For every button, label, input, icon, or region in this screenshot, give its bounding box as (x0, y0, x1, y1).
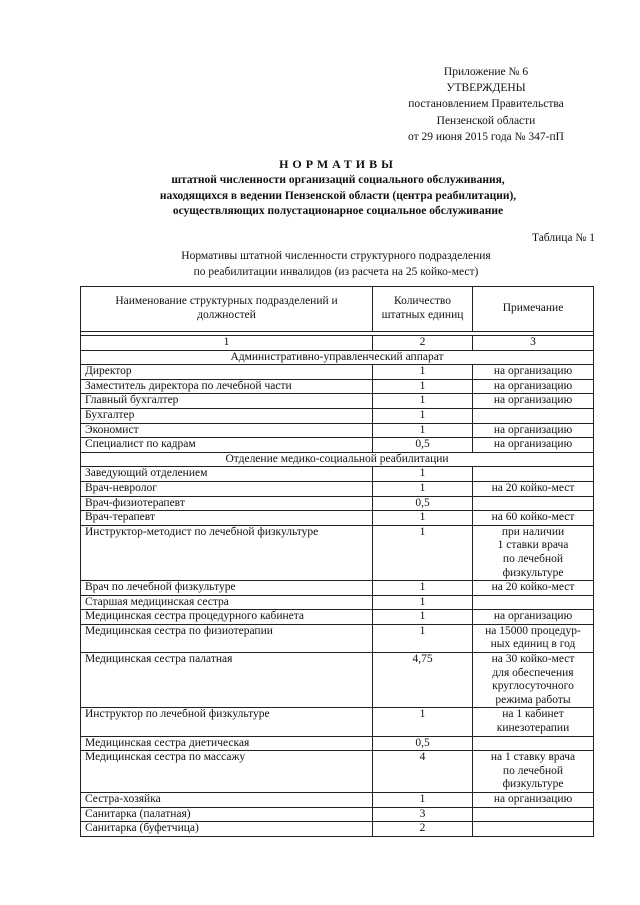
quantity-cell: 1 (373, 379, 473, 394)
section-title: Административно-управленческий аппарат (81, 350, 594, 365)
position-cell: Старшая медицинская сестра (81, 595, 373, 610)
table-body (81, 332, 594, 837)
note-cell (473, 807, 594, 822)
approval-region: Пензенской области (436, 114, 536, 127)
table-heading-line: Нормативы штатной численности структурного подразделения (181, 250, 491, 262)
position-cell: Заведующий отделением (81, 467, 373, 482)
position-cell: Врач-терапевт (81, 511, 373, 526)
table-row (81, 624, 594, 652)
note-cell: на организацию (473, 394, 594, 409)
table-row (81, 423, 594, 438)
column-numbers-row (81, 336, 594, 351)
section-row (81, 350, 594, 365)
approved-label: УТВЕРЖДЕНЫ (446, 82, 526, 95)
note-cell: на 1 кабинет кинезотерапии (473, 708, 594, 736)
approval-date: от 29 июня 2015 года № 347-пП (408, 130, 564, 143)
position-cell: Инструктор по лечебной физкультуре (81, 708, 373, 736)
position-cell: Медицинская сестра диетическая (81, 736, 373, 751)
note-cell: на организацию (473, 379, 594, 394)
quantity-cell: 1 (373, 595, 473, 610)
note-cell: на организацию (473, 793, 594, 808)
position-cell: Санитарка (палатная) (81, 807, 373, 822)
header-position: Наименование структурных подразделений и должностей (81, 287, 373, 332)
quantity-cell: 1 (373, 408, 473, 423)
quantity-cell: 3 (373, 807, 473, 822)
note-cell: на организацию (473, 365, 594, 380)
position-cell: Медицинская сестра по физиотерапии (81, 624, 373, 652)
quantity-cell: 0,5 (373, 496, 473, 511)
table-row (81, 807, 594, 822)
position-cell: Врач-физиотерапевт (81, 496, 373, 511)
position-cell: Специалист по кадрам (81, 438, 373, 453)
approval-authority: постановлением Правительства (408, 98, 564, 111)
quantity-cell: 1 (373, 511, 473, 526)
table-row (81, 496, 594, 511)
table-row (81, 708, 594, 736)
note-cell: на 30 койко-мест для обеспечения круглосуточного режима работы (473, 653, 594, 708)
subtitle-line: штатной численности организаций социального обслуживания, (171, 174, 505, 186)
staffing-table (80, 286, 594, 837)
table-row (81, 365, 594, 380)
position-cell: Врач-невролог (81, 481, 373, 496)
table-row (81, 581, 594, 596)
position-cell: Бухгалтер (81, 408, 373, 423)
quantity-cell: 1 (373, 525, 473, 580)
position-cell: Заместитель директора по лечебной части (81, 379, 373, 394)
document-subtitle (60, 173, 616, 220)
column-number: 1 (81, 336, 373, 351)
quantity-cell: 1 (373, 793, 473, 808)
table-row (81, 394, 594, 409)
note-cell (473, 496, 594, 511)
position-cell: Инструктор-методист по лечебной физкультуре (81, 525, 373, 580)
table-row (81, 467, 594, 482)
note-cell: на 60 койко-мест (473, 511, 594, 526)
note-cell (473, 408, 594, 423)
quantity-cell: 1 (373, 365, 473, 380)
subtitle-line: находящихся в ведении Пензенской области (центра реабилитации), (159, 189, 517, 202)
table-caption: Таблица № 1 (531, 232, 595, 244)
note-cell: при наличии 1 ставки врача по лечебной физкультуре (473, 525, 594, 580)
table-row (81, 438, 594, 453)
document-title: НОРМАТИВЫ (279, 157, 397, 171)
table-row (81, 408, 594, 423)
position-cell: Санитарка (буфетчица) (81, 822, 373, 837)
section-row (81, 452, 594, 467)
quantity-cell: 0,5 (373, 736, 473, 751)
position-cell: Врач по лечебной физкультуре (81, 581, 373, 596)
note-cell: на организацию (473, 610, 594, 625)
position-cell: Директор (81, 365, 373, 380)
table-row (81, 822, 594, 837)
note-cell: на 20 койко-мест (473, 581, 594, 596)
quantity-cell: 1 (373, 610, 473, 625)
table-row (81, 525, 594, 580)
table-header-row (81, 287, 594, 332)
table-row (81, 736, 594, 751)
header-note: Примечание (473, 287, 594, 332)
quantity-cell: 0,5 (373, 438, 473, 453)
quantity-cell: 4,75 (373, 653, 473, 708)
table-row (81, 595, 594, 610)
table-heading (80, 248, 592, 280)
position-cell: Медицинская сестра по массажу (81, 751, 373, 793)
quantity-cell: 1 (373, 708, 473, 736)
quantity-cell: 4 (373, 751, 473, 793)
note-cell (473, 822, 594, 837)
column-number: 3 (473, 336, 594, 351)
table-row (81, 481, 594, 496)
note-cell (473, 467, 594, 482)
note-cell: на 20 койко-мест (473, 481, 594, 496)
table-row (81, 511, 594, 526)
position-cell: Экономист (81, 423, 373, 438)
table-row (81, 793, 594, 808)
approval-block (388, 64, 584, 145)
table-row (81, 379, 594, 394)
column-number: 2 (373, 336, 473, 351)
position-cell: Главный бухгалтер (81, 394, 373, 409)
note-cell (473, 736, 594, 751)
quantity-cell: 1 (373, 581, 473, 596)
quantity-cell: 1 (373, 394, 473, 409)
subtitle-line: осуществляющих полустационарное социальное обслуживание (172, 205, 504, 217)
table-row (81, 610, 594, 625)
quantity-cell: 1 (373, 423, 473, 438)
position-cell: Сестра-хозяйка (81, 793, 373, 808)
quantity-cell: 1 (373, 467, 473, 482)
note-cell: на организацию (473, 438, 594, 453)
table-row (81, 751, 594, 793)
appendix-number: Приложение № 6 (443, 66, 529, 78)
quantity-cell: 1 (373, 624, 473, 652)
note-cell: на организацию (473, 423, 594, 438)
quantity-cell: 2 (373, 822, 473, 837)
note-cell: на 15000 процедур- ных единиц в год (473, 624, 594, 652)
header-quantity: Количество штатных единиц (373, 287, 473, 332)
table-heading-line: по реабилитации инвалидов (из расчета на 25 койко-мест) (193, 266, 479, 278)
section-title: Отделение медико-социальной реабилитации (81, 452, 594, 467)
position-cell: Медицинская сестра палатная (81, 653, 373, 708)
position-cell: Медицинская сестра процедурного кабинета (81, 610, 373, 625)
table-row (81, 653, 594, 708)
note-cell (473, 595, 594, 610)
quantity-cell: 1 (373, 481, 473, 496)
note-cell: на 1 ставку врача по лечебной физкультуре (473, 751, 594, 793)
